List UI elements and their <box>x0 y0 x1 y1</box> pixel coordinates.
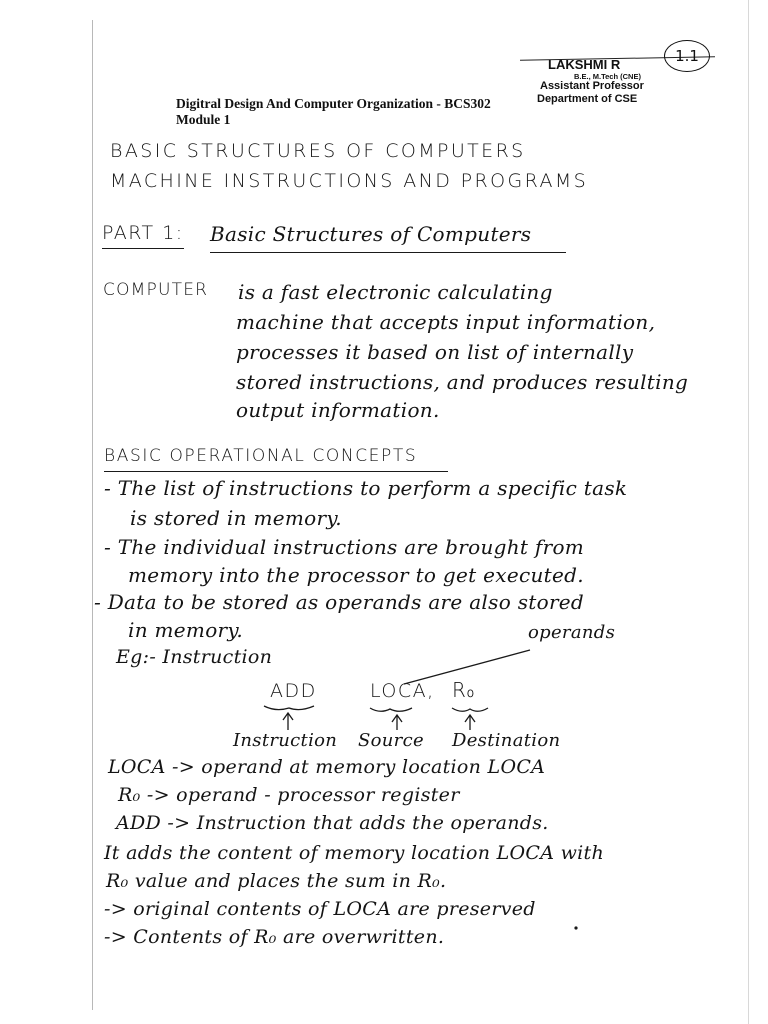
module-label: Module 1 <box>176 112 231 127</box>
definition-line-1: is a fast electronic calculating <box>238 280 553 304</box>
example-label: Eg:- Instruction <box>116 646 273 668</box>
explanation-line-2: R₀ -> operand - processor register <box>118 784 460 806</box>
concept-line-2: is stored in memory. <box>130 506 342 530</box>
ink-dot <box>574 926 577 929</box>
definition-term: COMPUTER <box>103 280 209 300</box>
concept-line-5: - Data to be stored as operands are also stored <box>94 590 585 614</box>
part-label: PART 1: <box>102 222 184 244</box>
definition-line-2: machine that accepts input information, <box>236 310 656 334</box>
explanation-line-4: It adds the content of memory location LOCA with <box>104 842 604 864</box>
concept-line-3: - The individual instructions are brought from <box>104 535 585 559</box>
dest-brace <box>452 708 488 711</box>
heading-line-2: MACHINE INSTRUCTIONS AND PROGRAMS <box>110 170 589 192</box>
explanation-line-3: ADD -> Instruction that adds the operands. <box>116 812 549 834</box>
heading-line-1: BASIC STRUCTURES OF COMPUTERS <box>110 140 526 162</box>
explanation-line-5: R₀ value and places the sum in R₀. <box>106 870 447 892</box>
course-title: Digitral Design And Computer Organization - BCS302 <box>176 96 491 111</box>
opcode-arrow <box>283 713 293 730</box>
author-department: Department of CSE <box>537 93 638 105</box>
explanation-line-1: LOCA -> operand at memory location LOCA <box>108 756 546 778</box>
instr-dest: R₀ <box>452 678 475 702</box>
dest-caption: Destination <box>452 730 561 751</box>
concept-line-6: in memory. <box>128 618 244 642</box>
page-number: 1.1 <box>664 40 710 72</box>
definition-line-5: output information. <box>236 398 440 422</box>
operands-pointer-line <box>404 650 530 684</box>
author-name: LAKSHMI R <box>548 57 621 72</box>
instr-source: LOCA, <box>370 680 435 702</box>
definition-line-4: stored instructions, and produces resulting <box>236 370 689 394</box>
definition-line-3: processes it based on list of internally <box>236 340 634 364</box>
concept-line-4: memory into the processor to get executed. <box>128 563 584 587</box>
operands-label: operands <box>528 622 616 643</box>
opcode-brace <box>264 706 314 710</box>
instr-opcode: ADD <box>270 680 317 702</box>
concepts-heading: BASIC OPERATIONAL CONCEPTS <box>104 446 418 466</box>
source-arrow <box>392 715 402 730</box>
dest-arrow <box>465 715 475 730</box>
explanation-line-7: -> Contents of R₀ are overwritten. <box>104 926 445 948</box>
source-brace <box>370 708 412 711</box>
concept-line-1: - The list of instructions to perform a specific task <box>104 476 628 500</box>
author-role: Assistant Professor <box>540 80 644 92</box>
explanation-line-6: -> original contents of LOCA are preserved <box>104 898 536 920</box>
author-degrees: B.E., M.Tech (CNE) <box>574 72 641 81</box>
source-caption: Source <box>358 730 424 751</box>
opcode-caption: Instruction <box>233 730 338 751</box>
part-title: Basic Structures of Computers <box>210 222 532 246</box>
